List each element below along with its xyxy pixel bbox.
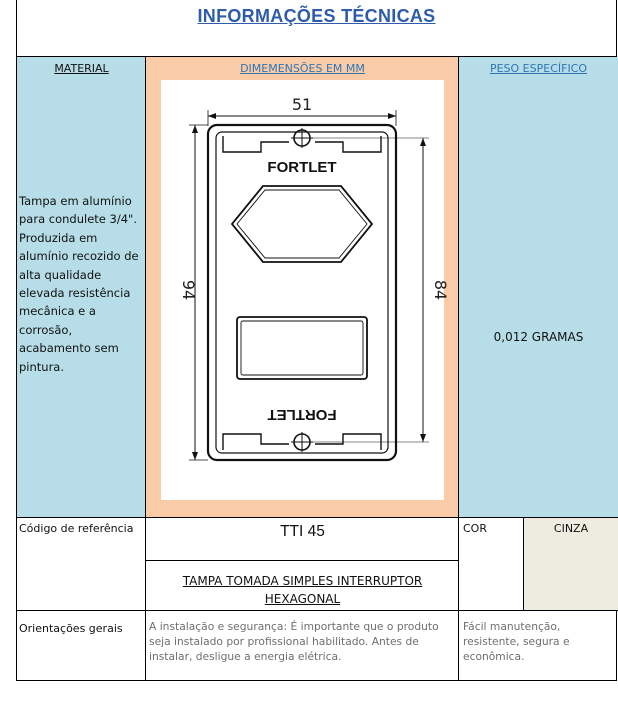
orientacoes-extra: Fácil manutenção, resistente, segura e econômica.	[463, 620, 570, 663]
codigo-label: Código de referência	[19, 522, 134, 535]
product-description: TAMPA TOMADA SIMPLES INTERRUPTOR HEXAGONAL	[182, 574, 423, 606]
dimensions-header: DIMEMENSÕES EM MM	[240, 62, 365, 75]
divider	[145, 560, 459, 561]
dim-outer-height-label: 94	[179, 279, 198, 301]
cor-label: COR	[463, 522, 487, 535]
page-title: INFORMAÇÕES TÉCNICAS	[197, 6, 436, 26]
divider	[523, 517, 524, 610]
cor-value: CINZA	[553, 522, 589, 535]
peso-header: PESO ESPECÍFICO	[489, 62, 588, 75]
divider	[17, 517, 618, 518]
divider	[145, 57, 146, 681]
orientacoes-label: Orientações gerais	[19, 622, 123, 635]
dim-inner-height-label: 84	[431, 279, 450, 301]
divider	[17, 610, 618, 611]
material-header: MATERIAL	[54, 62, 109, 75]
brand-logo-top: FORTLET	[267, 159, 337, 176]
peso-value: 0,012 GRAMAS	[493, 330, 584, 344]
material-description: Tampa em alumínio para condulete 3/4". Produzida em alumínio recozido de alta qualidade elevada resistência mecânica e a corrosão, acabamento sem pintura.	[19, 194, 139, 374]
dim-width-label: 51	[291, 95, 313, 114]
product-code: TTI 45	[280, 523, 325, 540]
technical-sheet	[16, 0, 617, 681]
brand-logo-bottom: FORTLET	[267, 406, 337, 423]
divider	[458, 57, 459, 681]
orientacoes-text: A instalação e segurança: É importante que o produto seja instalado por profissional habilitado. Antes de instalar, desligue a energia elétrica.	[149, 620, 439, 663]
